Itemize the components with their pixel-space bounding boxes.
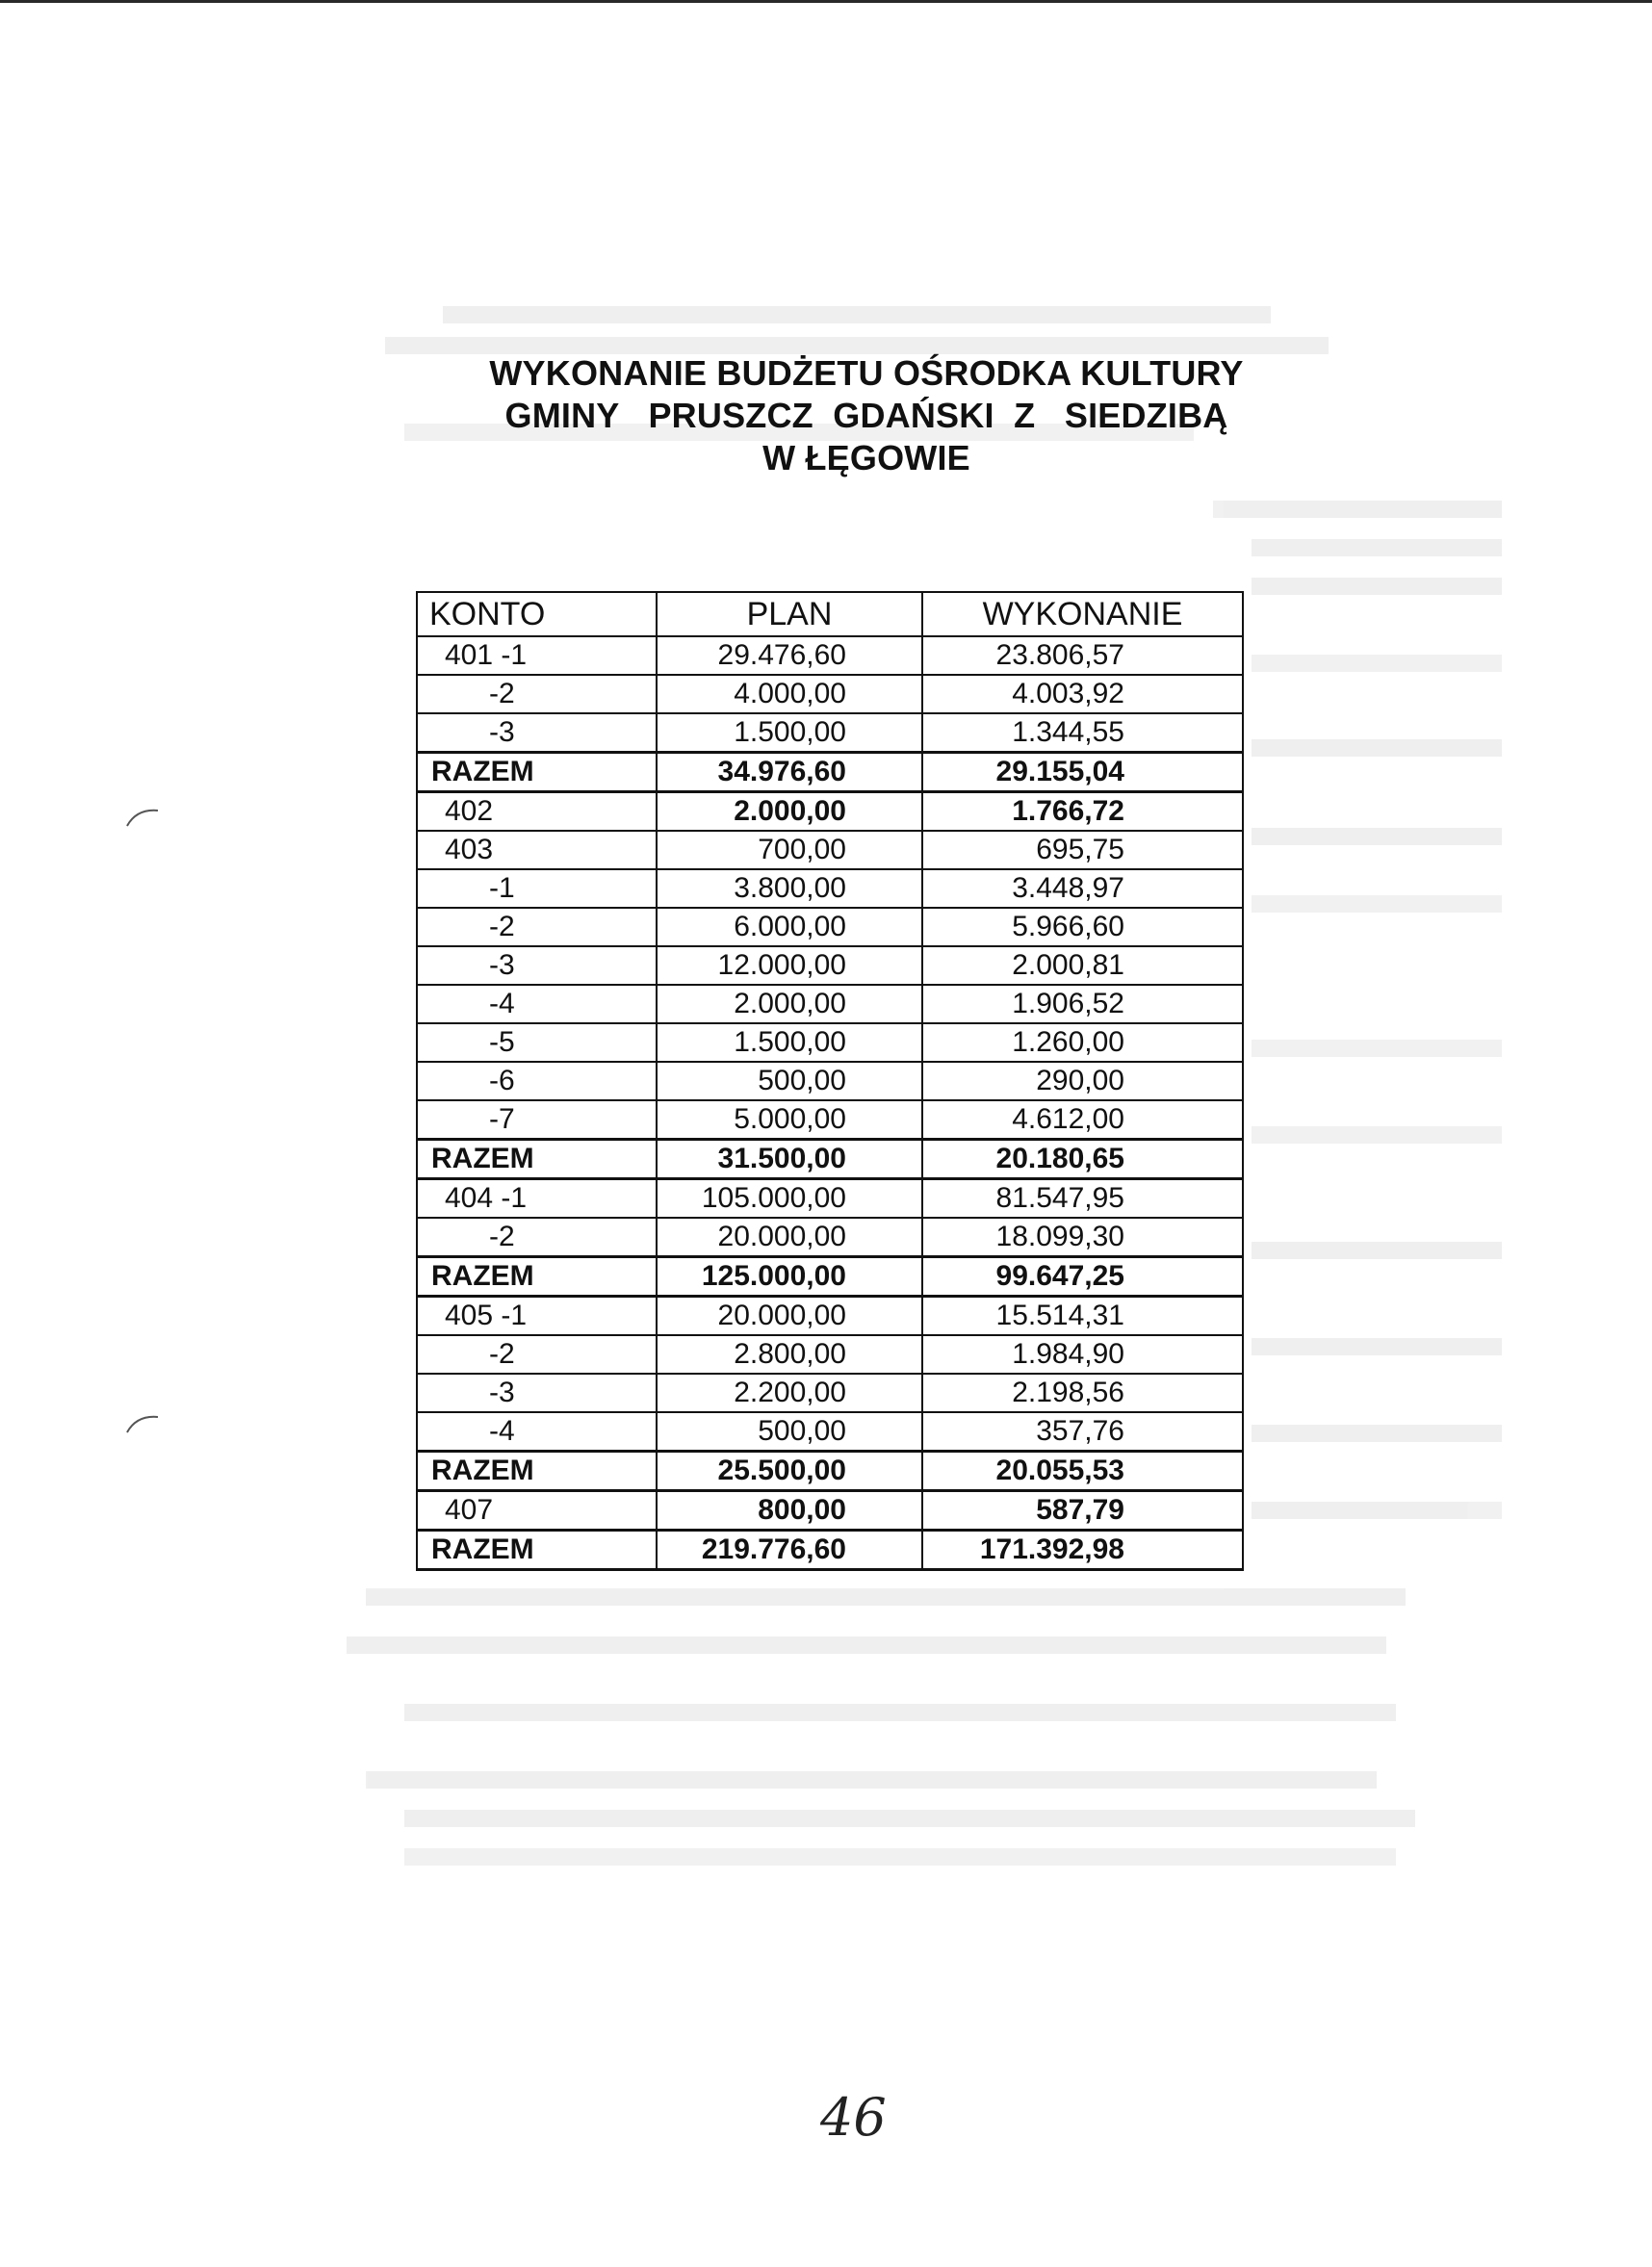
cell-konto: 403 [417,831,657,869]
table-row-total [417,1531,1243,1570]
cell-konto: -3 [417,1374,657,1412]
table-row [417,1297,1243,1336]
table-row [417,908,1243,946]
cell-konto: -3 [417,946,657,985]
table-row [417,869,1243,908]
table-row [417,1412,1243,1452]
cell-plan: 700,00 [657,831,922,869]
table-row [417,1491,1243,1531]
cell-konto: RAZEM [417,753,657,792]
cell-wykonanie: 1.344,55 [922,713,1243,753]
cell-wykonanie: 357,76 [922,1412,1243,1452]
table-row [417,1100,1243,1140]
table-row [417,946,1243,985]
title-line: WYKONANIE BUDŻETU OŚRODKA KULTURY [489,353,1244,393]
cell-wykonanie: 20.180,65 [922,1140,1243,1179]
cell-wykonanie: 4.612,00 [922,1100,1243,1140]
cell-wykonanie: 587,79 [922,1491,1243,1531]
cell-plan: 500,00 [657,1062,922,1100]
column-header-plan: PLAN [657,592,922,636]
table-row-total [417,1140,1243,1179]
scan-speck-mark [123,801,162,830]
cell-wykonanie: 15.514,31 [922,1297,1243,1336]
cell-konto: RAZEM [417,1531,657,1570]
cell-plan: 2.800,00 [657,1335,922,1374]
table-header-row [417,592,1243,636]
cell-wykonanie: 4.003,92 [922,675,1243,713]
cell-plan: 800,00 [657,1491,922,1531]
cell-wykonanie: 1.906,52 [922,985,1243,1023]
cell-wykonanie: 171.392,98 [922,1531,1243,1570]
cell-wykonanie: 2.000,81 [922,946,1243,985]
scan-top-edge [0,0,1652,3]
cell-plan: 219.776,60 [657,1531,922,1570]
cell-konto: -4 [417,985,657,1023]
cell-plan: 125.000,00 [657,1257,922,1297]
document-title [289,352,1444,479]
table-row [417,1374,1243,1412]
title-line: GMINY PRUSZCZ GDAŃSKI Z SIEDZIBĄ [504,396,1228,435]
cell-plan: 34.976,60 [657,753,922,792]
budget-table [416,591,1244,1571]
cell-konto: 404 -1 [417,1179,657,1219]
table-row-total [417,1257,1243,1297]
cell-konto: -3 [417,713,657,753]
title-line: W ŁĘGOWIE [762,438,970,477]
cell-wykonanie: 20.055,53 [922,1452,1243,1491]
cell-konto: 402 [417,792,657,832]
cell-konto: RAZEM [417,1257,657,1297]
cell-plan: 12.000,00 [657,946,922,985]
table-row [417,675,1243,713]
table-row [417,1062,1243,1100]
page-number: 46 [820,2087,887,2148]
cell-plan: 500,00 [657,1412,922,1452]
column-header-konto: KONTO [417,592,657,636]
cell-konto: -2 [417,908,657,946]
cell-plan: 105.000,00 [657,1179,922,1219]
table-row [417,831,1243,869]
cell-plan: 1.500,00 [657,1023,922,1062]
cell-plan: 4.000,00 [657,675,922,713]
cell-wykonanie: 290,00 [922,1062,1243,1100]
cell-plan: 3.800,00 [657,869,922,908]
cell-plan: 2.200,00 [657,1374,922,1412]
cell-konto: -2 [417,1335,657,1374]
table-row [417,713,1243,753]
cell-plan: 2.000,00 [657,792,922,832]
cell-plan: 1.500,00 [657,713,922,753]
table-row-total [417,753,1243,792]
cell-wykonanie: 1.766,72 [922,792,1243,832]
table-row-total [417,1452,1243,1491]
cell-plan: 6.000,00 [657,908,922,946]
table-body [417,636,1243,1570]
cell-plan: 2.000,00 [657,985,922,1023]
cell-konto: -4 [417,1412,657,1452]
cell-wykonanie: 2.198,56 [922,1374,1243,1412]
cell-wykonanie: 1.260,00 [922,1023,1243,1062]
cell-wykonanie: 81.547,95 [922,1179,1243,1219]
cell-wykonanie: 18.099,30 [922,1218,1243,1257]
cell-wykonanie: 29.155,04 [922,753,1243,792]
cell-wykonanie: 5.966,60 [922,908,1243,946]
cell-plan: 5.000,00 [657,1100,922,1140]
cell-konto: -5 [417,1023,657,1062]
cell-wykonanie: 695,75 [922,831,1243,869]
cell-konto: RAZEM [417,1452,657,1491]
table-row [417,792,1243,832]
table-row [417,985,1243,1023]
cell-plan: 20.000,00 [657,1218,922,1257]
column-header-wykonanie: WYKONANIE [922,592,1243,636]
cell-plan: 29.476,60 [657,636,922,675]
cell-plan: 20.000,00 [657,1297,922,1336]
cell-konto: 401 -1 [417,636,657,675]
cell-wykonanie: 3.448,97 [922,869,1243,908]
table-row [417,636,1243,675]
cell-konto: -1 [417,869,657,908]
table-row [417,1335,1243,1374]
cell-plan: 25.500,00 [657,1452,922,1491]
cell-konto: 407 [417,1491,657,1531]
cell-konto: -7 [417,1100,657,1140]
table-row [417,1218,1243,1257]
table-row [417,1179,1243,1219]
cell-konto: RAZEM [417,1140,657,1179]
table-row [417,1023,1243,1062]
cell-konto: -2 [417,675,657,713]
cell-wykonanie: 99.647,25 [922,1257,1243,1297]
cell-konto: -6 [417,1062,657,1100]
cell-plan: 31.500,00 [657,1140,922,1179]
cell-wykonanie: 23.806,57 [922,636,1243,675]
cell-wykonanie: 1.984,90 [922,1335,1243,1374]
scan-speck-mark [123,1407,162,1436]
cell-konto: 405 -1 [417,1297,657,1336]
cell-konto: -2 [417,1218,657,1257]
